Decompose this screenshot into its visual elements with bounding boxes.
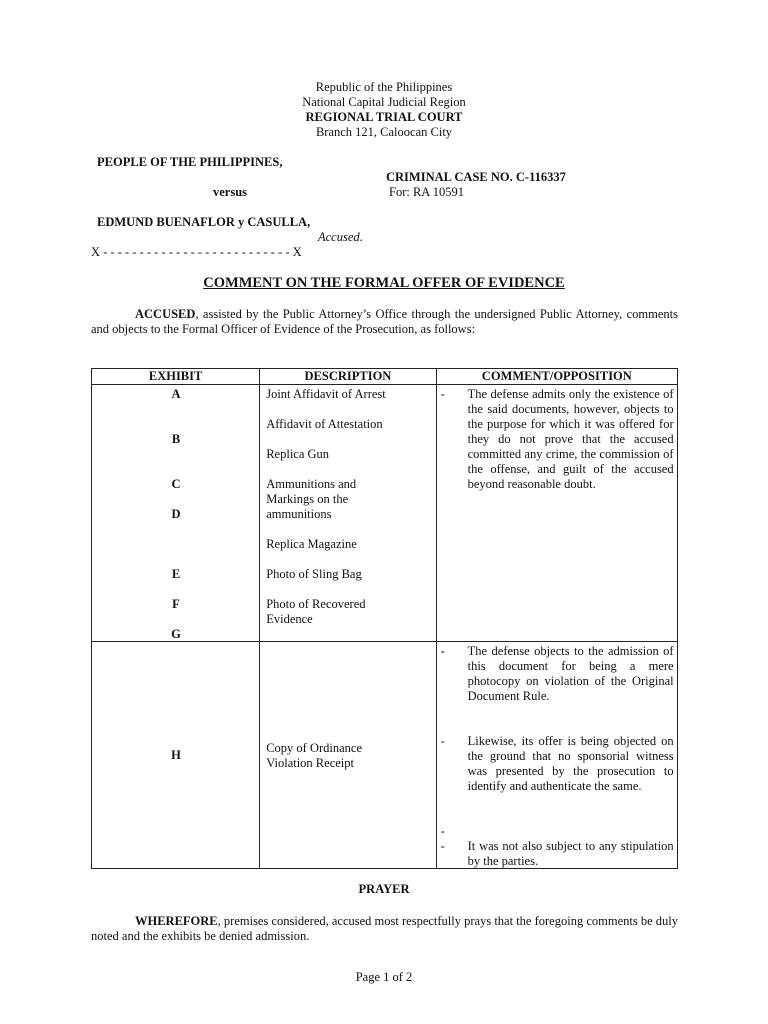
exhibit-a: A [171, 387, 181, 401]
description-item: Copy of Ordinance Violation Receipt [266, 741, 363, 770]
comment-cell [436, 385, 677, 642]
case-offense: For: RA 10591 [389, 185, 465, 199]
case-number: CRIMINAL CASE NO. C-116337 [386, 170, 566, 184]
header-exhibit: EXHIBIT [92, 369, 260, 385]
bullet-dash: - [440, 387, 445, 401]
caption-separator: X - - - - - - - - - - - - - - - - - - - - - - - - - - X [91, 245, 302, 259]
prayer-text: , premises considered, accused most respectfully prays that the foregoing comments be duly noted and the exhibits be denied admission. [91, 914, 678, 943]
exhibit-cell [92, 642, 260, 869]
caption-branch: Branch 121, Caloocan City [315, 125, 453, 139]
exhibit-b: B [171, 432, 181, 446]
description-item: Replica Magazine [266, 537, 357, 551]
caption-republic: Republic of the Philippines [315, 80, 453, 94]
description-item: Photo of Sling Bag [266, 567, 362, 581]
intro-lead: ACCUSED [135, 307, 196, 321]
description-item: Ammunitions and Markings on the ammunitions [266, 477, 357, 521]
accused-label: Accused. [318, 230, 363, 244]
prayer-lead: WHEREFORE [135, 914, 218, 928]
comment-text: Likewise, its offer is being objected on the ground that no sponsorial witness was presented by the prosecution to identify and authenticate the same. [467, 734, 674, 793]
table-row [92, 642, 678, 869]
description-cell [260, 642, 436, 869]
exhibit-e: E [171, 567, 181, 581]
header-comment: COMMENT/OPPOSITION [436, 369, 677, 385]
header-description: DESCRIPTION [260, 369, 436, 385]
description-item: Replica Gun [266, 447, 330, 461]
prayer-paragraph [91, 914, 678, 944]
comment-cell [436, 642, 677, 869]
exhibit-f: F [172, 597, 180, 611]
table-header-row [92, 369, 678, 385]
exhibit-cell [92, 385, 260, 642]
exhibit-h: H [171, 748, 181, 762]
intro-text: , assisted by the Public Attorney’s Office through the undersigned Public Attorney, comments and objects to the Formal Officer of Evidence of the Prosecution, as follows: [91, 307, 678, 336]
caption-region: National Capital Judicial Region [302, 95, 466, 109]
bullet-dash: - [440, 644, 445, 658]
description-cell [260, 385, 436, 642]
comment-text: It was not also subject to any stipulation by the parties. [467, 839, 674, 868]
document-title: COMMENT ON THE FORMAL OFFER OF EVIDENCE [203, 275, 565, 291]
description-item: Joint Affidavit of Arrest [266, 387, 386, 401]
caption-court: REGIONAL TRIAL COURT [305, 110, 463, 124]
bullet-dash: - [440, 839, 445, 853]
prayer-heading: PRAYER [358, 882, 410, 896]
table-row [92, 385, 678, 642]
description-item: Photo of Recovered Evidence [266, 597, 366, 626]
plaintiff-name: PEOPLE OF THE PHILIPPINES, [97, 155, 283, 169]
court-caption [0, 80, 768, 140]
evidence-table [91, 368, 678, 869]
comment-text: The defense admits only the existence of the said documents, however, objects to the purpose for which it was offered for they do not prove that the accused committed any crime, the commission of the offense, and guilt of the accused beyond reasonable doubt. [467, 387, 674, 491]
description-item: Affidavit of Attestation [266, 417, 383, 431]
exhibit-c: C [171, 477, 181, 491]
exhibit-g: G [171, 627, 181, 641]
comment-text: The defense objects to the admission of this document for being a mere photocopy on violation of the Original Document Rule. [467, 644, 674, 703]
versus-label: versus [213, 185, 248, 199]
exhibit-d: D [171, 507, 181, 521]
bullet-dash: - [440, 824, 445, 838]
bullet-dash: - [440, 734, 445, 748]
accused-name: EDMUND BUENAFLOR y CASULLA, [97, 215, 311, 229]
page-number: Page 1 of 2 [355, 970, 413, 984]
intro-paragraph [91, 307, 678, 337]
